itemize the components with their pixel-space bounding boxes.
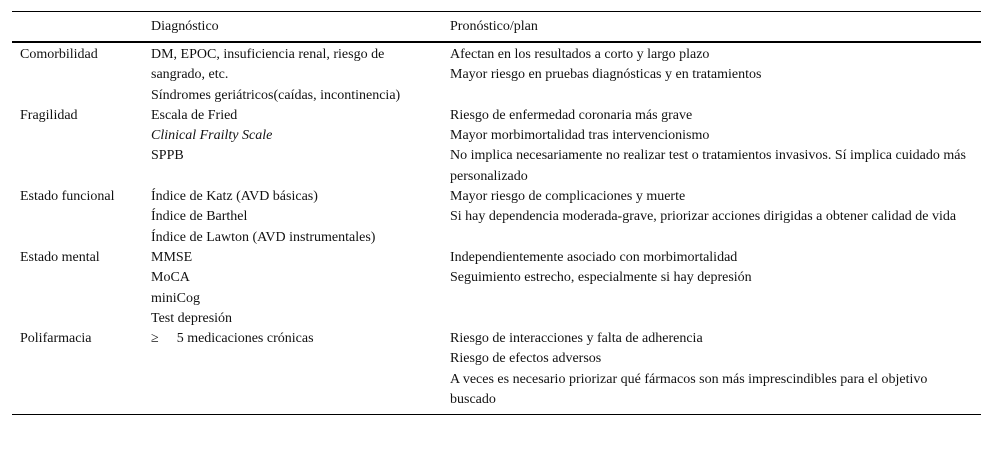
diagnostico-item: MMSE (151, 249, 193, 265)
plan-item: Riesgo de interacciones y falta de adherencia (450, 331, 703, 347)
plan-item: A veces es necesario priorizar qué fármacos son más imprescindibles para el objetivo buscado (450, 371, 928, 408)
plan-item: Mayor riesgo de complicaciones y muerte (450, 189, 686, 205)
table-row (12, 42, 981, 106)
table-row (12, 248, 981, 329)
diagnostico-cell (143, 187, 442, 248)
diagnostico-item: Síndromes geriátricos(caídas, incontinencia) (151, 87, 401, 103)
plan-item: Seguimiento estrecho, especialmente si hay depresión (450, 270, 752, 286)
row-label: Comorbilidad (20, 47, 98, 62)
diagnostico-cell (143, 42, 442, 106)
plan-item: Afectan en los resultados a corto y largo plazo (450, 47, 710, 62)
diagnostico-item: miniCog (151, 290, 201, 306)
plan-cell (442, 187, 981, 248)
diagnostico-cell (143, 106, 442, 187)
diagnostico-item: Índice de Lawton (AVD instrumentales) (151, 229, 376, 245)
diagnostico-item: MoCA (151, 270, 190, 286)
diagnostico-item: DM, EPOC, insuficiencia renal, riesgo de sangrado, etc. (151, 47, 385, 83)
diagnostico-cell (143, 329, 442, 415)
diagnostico-item: Escala de Fried (151, 107, 238, 123)
diagnostico-item: Test depresión (151, 310, 233, 326)
plan-cell (442, 106, 981, 187)
plan-item: Independientemente asociado con morbimortalidad (450, 249, 738, 265)
plan-cell (442, 248, 981, 329)
geq-symbol: ≥ (151, 331, 159, 347)
row-label: Fragilidad (20, 107, 78, 123)
plan-item: Riesgo de efectos adversos (450, 351, 602, 367)
row-label: Estado mental (20, 249, 100, 265)
row-label: Estado funcional (20, 189, 115, 205)
diagnostico-item (151, 329, 434, 349)
plan-item: Riesgo de enfermedad coronaria más grave (450, 107, 693, 123)
table-row (12, 187, 981, 248)
polifarmacia-text: 5 medicaciones crónicas (176, 331, 314, 347)
plan-item: No implica necesariamente no realizar test o tratamientos invasivos. Sí implica cuidado más personalizado (450, 148, 966, 184)
plan-item: Mayor morbimortalidad tras intervencionismo (450, 128, 710, 144)
assessment-table (12, 11, 981, 415)
diagnostico-item: Índice de Barthel (151, 209, 248, 225)
row-label: Polifarmacia (20, 331, 92, 347)
diagnostico-item: SPPB (151, 148, 184, 164)
table-row (12, 106, 981, 187)
plan-cell (442, 329, 981, 415)
diagnostico-item: Índice de Katz (AVD básicas) (151, 189, 318, 205)
header-empty (12, 12, 143, 43)
table-header (12, 12, 981, 43)
diagnostico-item: Clinical Frailty Scale (151, 128, 273, 144)
plan-cell (442, 42, 981, 106)
plan-item: Mayor riesgo en pruebas diagnósticas y en tratamientos (450, 67, 762, 83)
header-diagnostico: Diagnóstico (151, 18, 219, 34)
table-row (12, 329, 981, 415)
header-pronostico: Pronóstico/plan (450, 18, 538, 34)
diagnostico-cell (143, 248, 442, 329)
plan-item: Si hay dependencia moderada-grave, priorizar acciones dirigidas a obtener calidad de vida (450, 209, 957, 225)
